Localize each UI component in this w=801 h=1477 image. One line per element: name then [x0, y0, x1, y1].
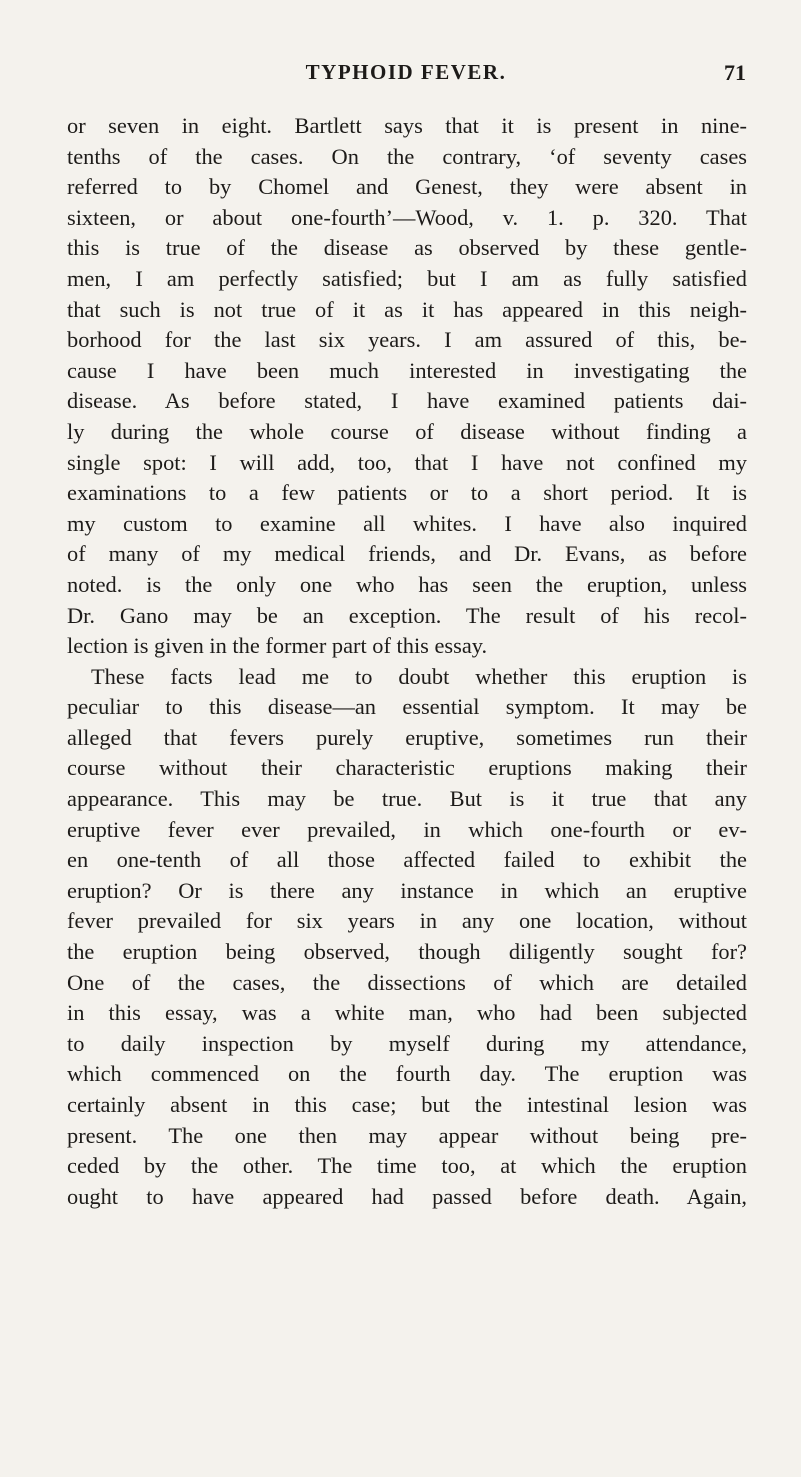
text-line: the eruption being observed, though diligently sought for? — [67, 939, 747, 965]
text-line: this is true of the disease as observed by these gentle- — [67, 235, 747, 261]
text-line: to daily inspection by myself during my attendance, — [67, 1030, 747, 1056]
text-line: eruption? Or is there any instance in which an eruptive — [67, 877, 747, 903]
text-line: borhood for the last six years. I am assured of this, be- — [67, 327, 747, 353]
text-line: ly during the whole course of disease without finding a — [67, 418, 747, 444]
text-line: single spot: I will add, too, that I have not confined my — [67, 449, 747, 475]
text-line: noted. is the only one who has seen the eruption, unless — [67, 571, 747, 597]
text-line: Dr. Gano may be an exception. The result of his recol- — [67, 602, 747, 628]
running-head — [66, 60, 746, 90]
text-line: course without their characteristic eruptions making their — [67, 755, 747, 781]
text-line: my custom to examine all whites. I have also inquired — [67, 510, 747, 536]
page-number: 71 — [724, 60, 746, 85]
running-title: TYPHOID FEVER. — [305, 60, 507, 84]
text-line: in this essay, was a white man, who had been subjected — [67, 1000, 747, 1026]
text-line: tenths of the cases. On the contrary, ‘of seventy cases — [67, 143, 747, 169]
text-line: or seven in eight. Bartlett says that it is present in nine- — [67, 113, 747, 138]
text-line: ought to have appeared had passed before death. Again, — [67, 1183, 747, 1209]
text-line: disease. As before stated, I have examined patients dai- — [67, 388, 747, 414]
text-line: lection is given in the former part of this essay. — [67, 633, 488, 659]
text-line: cause I have been much interested in investigating the — [67, 357, 747, 383]
text-line: en one-tenth of all those affected failed to exhibit the — [67, 847, 747, 873]
text-line: that such is not true of it as it has appeared in this neigh- — [67, 296, 747, 322]
text-line: One of the cases, the dissections of which are detailed — [67, 969, 747, 995]
text-line: ceded by the other. The time too, at which the eruption — [67, 1153, 747, 1179]
text-line: which commenced on the fourth day. The eruption was — [67, 1061, 747, 1087]
text-line: certainly absent in this case; but the intestinal lesion was — [67, 1092, 747, 1117]
text-line: of many of my medical friends, and Dr. Evans, as before — [67, 541, 747, 567]
text-line: referred to by Chomel and Genest, they were absent in — [67, 174, 747, 200]
body-text — [67, 111, 747, 1212]
text-line: examinations to a few patients or to a short period. It is — [67, 480, 747, 506]
text-line: alleged that fevers purely eruptive, sometimes run their — [67, 724, 747, 750]
text-line: appearance. This may be true. But is it true that any — [67, 786, 747, 812]
text-line: eruptive fever ever prevailed, in which one-fourth or ev- — [67, 816, 747, 842]
text-line: fever prevailed for six years in any one location, without — [67, 908, 747, 934]
text-line: These facts lead me to doubt whether this eruption is — [91, 663, 747, 689]
text-line: men, I am perfectly satisfied; but I am as fully satisfied — [67, 265, 747, 291]
text-line: present. The one then may appear without being pre- — [67, 1122, 747, 1148]
text-line: peculiar to this disease—an essential symptom. It may be — [67, 694, 747, 720]
text-line: sixteen, or about one-fourth’—Wood, v. 1. p. 320. That — [67, 204, 747, 230]
